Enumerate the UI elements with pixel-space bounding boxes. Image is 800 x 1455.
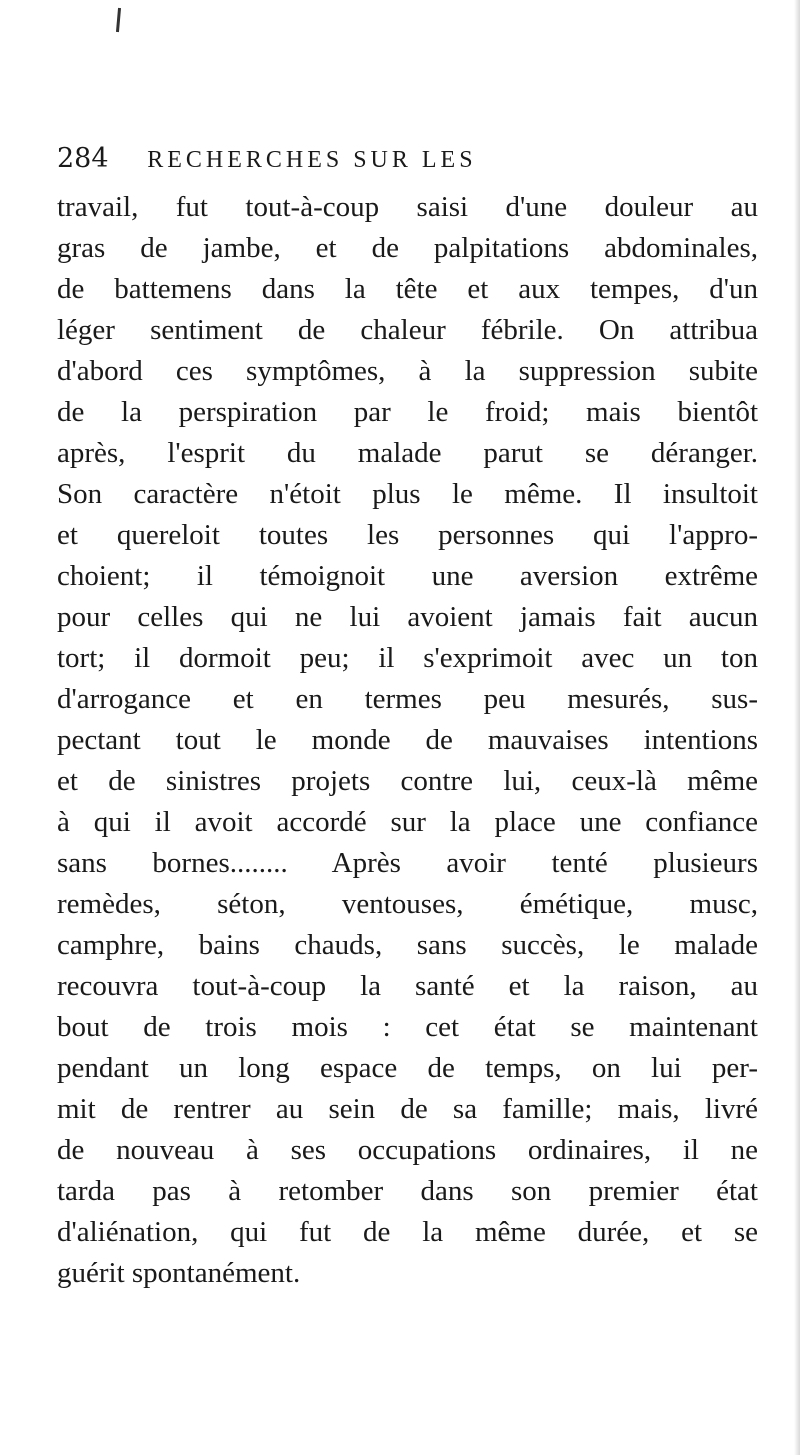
text-line: choient; il témoignoit une aversion extrême	[57, 560, 758, 592]
text-line: d'arrogance et en termes peu mesurés, sus-	[57, 683, 758, 715]
text-line: d'abord ces symptômes, à la suppression subite	[57, 355, 758, 387]
text-line: et de sinistres projets contre lui, ceux-là même	[57, 765, 758, 797]
text-line: léger sentiment de chaleur fébrile. On attribua	[57, 314, 758, 346]
text-line: Son caractère n'étoit plus le même. Il insultoit	[57, 478, 758, 510]
text-line: de nouveau à ses occupations ordinaires, il ne	[57, 1134, 758, 1166]
text-line: bout de trois mois : cet état se maintenant	[57, 1011, 758, 1043]
text-line: d'aliénation, qui fut de la même durée, et se	[57, 1216, 758, 1248]
text-line: après, l'esprit du malade parut se déranger.	[57, 437, 758, 469]
body-text	[57, 187, 758, 1294]
text-line: à qui il avoit accordé sur la place une confiance	[57, 806, 758, 838]
text-line: sans bornes........ Après avoir tenté plusieurs	[57, 847, 758, 879]
running-title: RECHERCHES SUR LES	[147, 147, 477, 173]
text-line: tarda pas à retomber dans son premier état	[57, 1175, 758, 1207]
text-line: remèdes, séton, ventouses, émétique, musc,	[57, 888, 758, 920]
text-line: pendant un long espace de temps, on lui per-	[57, 1052, 758, 1084]
page-header	[57, 143, 757, 179]
text-line: travail, fut tout-à-coup saisi d'une douleur au	[57, 191, 758, 223]
text-line: pour celles qui ne lui avoient jamais fait aucun	[57, 601, 758, 633]
text-line: guérit spontanément.	[57, 1257, 301, 1289]
page-number: 284	[57, 143, 109, 174]
text-line: tort; il dormoit peu; il s'exprimoit avec un ton	[57, 642, 758, 674]
text-line: camphre, bains chauds, sans succès, le malade	[57, 929, 758, 961]
ink-mark	[116, 8, 121, 32]
text-line: de battemens dans la tête et aux tempes, d'un	[57, 273, 758, 305]
text-line: mit de rentrer au sein de sa famille; mais, livré	[57, 1093, 758, 1125]
text-line: pectant tout le monde de mauvaises intentions	[57, 724, 758, 756]
page-edge-shadow	[794, 0, 800, 1455]
text-line: de la perspiration par le froid; mais bientôt	[57, 396, 758, 428]
text-line: recouvra tout-à-coup la santé et la raison, au	[57, 970, 758, 1002]
text-line: gras de jambe, et de palpitations abdominales,	[57, 232, 758, 264]
text-line: et quereloit toutes les personnes qui l'appro-	[57, 519, 758, 551]
